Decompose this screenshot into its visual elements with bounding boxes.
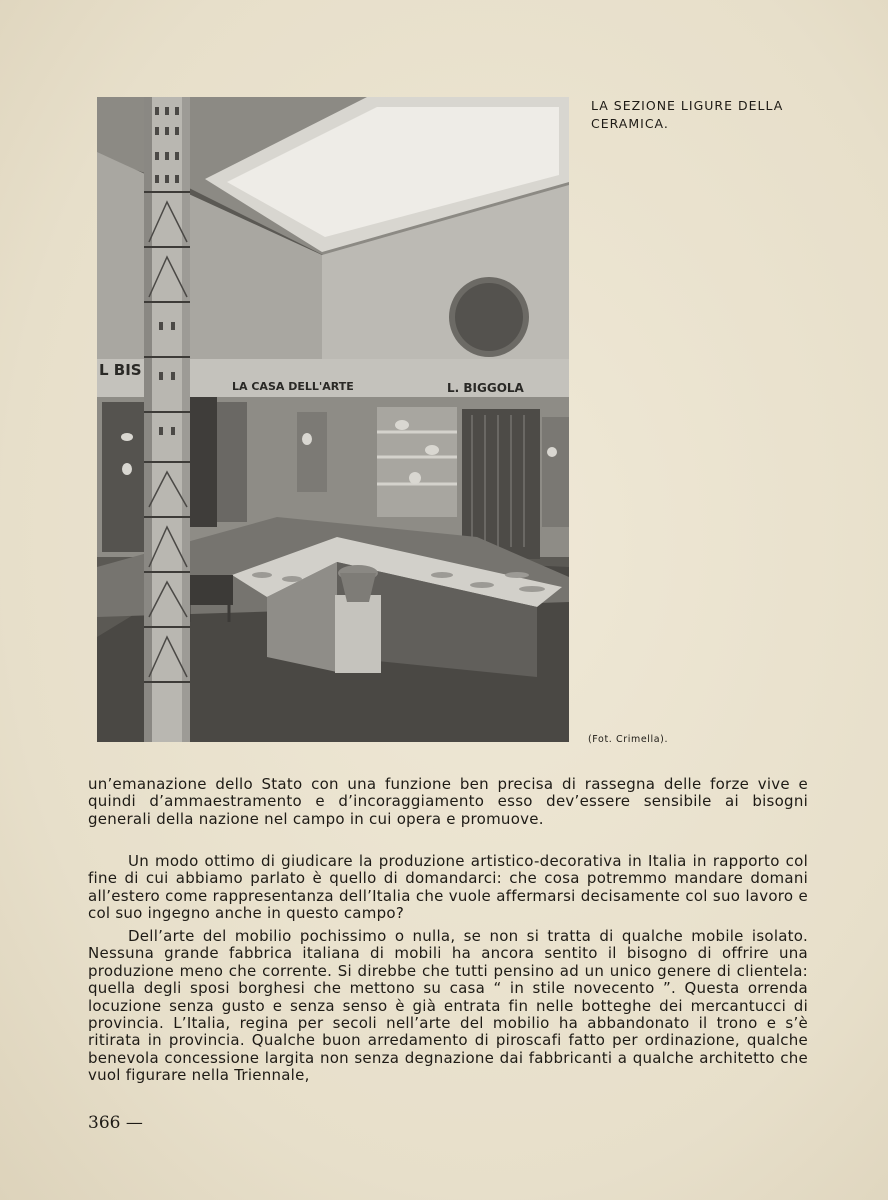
sign-center: LA CASA DELL'ARTE — [232, 380, 354, 393]
page-number: 366 — — [88, 1113, 143, 1133]
paragraph-2: Un modo ottimo di giudicare la produzione artistico-decorativa in Italia in rapporto col fine di cui abbiamo parlato è quello di domandarci: che cosa potremmo mandare domani all’estero come rappresentanza dell’Italia che vuole affermarsi decisamente col suo lavoro e col suo ingegno anche in questo campo? — [88, 852, 808, 923]
paragraph-3: Dell’arte del mobilio pochissimo o nulla, se non si tratta di qualche mobile isolato. Nessuna grande fabbrica italiana di mobili ha ancora sentito il bisogno di offrire una produzione meno che corrente. Si direbbe che tutti pensino ad un unico genere di clientela: quella degli sposi borghesi che mettono su casa “ in stile novecento ”. Questa orrenda locuzione senza gusto e senza senso è già entrata fin nelle botteghe dei mercantucci di provincia. L’Italia, regina per secoli nell’arte del mobilio ha abbandonato il trono e s’è ritirata in provincia. Qualche buon arredamento di piroscafi fatto per ordinazione, qualche benevola concessione largita non senza degnazione dai fabbricanti a qualche architetto che vuol figurare nella Triennale, — [88, 927, 808, 1085]
sign-right: L. BIGGOLA — [447, 381, 524, 395]
photo-credit: (Fot. Crimella). — [588, 734, 669, 745]
paragraph-1: un’emanazione dello Stato con una funzione ben precisa di rassegna delle forze vive e quindi d’ammaestramento e d’incoraggiamento esso dev’essere sensibile ai bisogni generali della nazione nel campo in cui opera e promuove. — [88, 775, 808, 828]
sign-left: L BIS — [99, 361, 142, 379]
photo-caption: LA SEZIONE LIGURE DELLA CERAMICA. — [591, 98, 784, 131]
exhibition-photo — [97, 97, 569, 742]
exhibition-photo-drawing — [97, 97, 569, 742]
